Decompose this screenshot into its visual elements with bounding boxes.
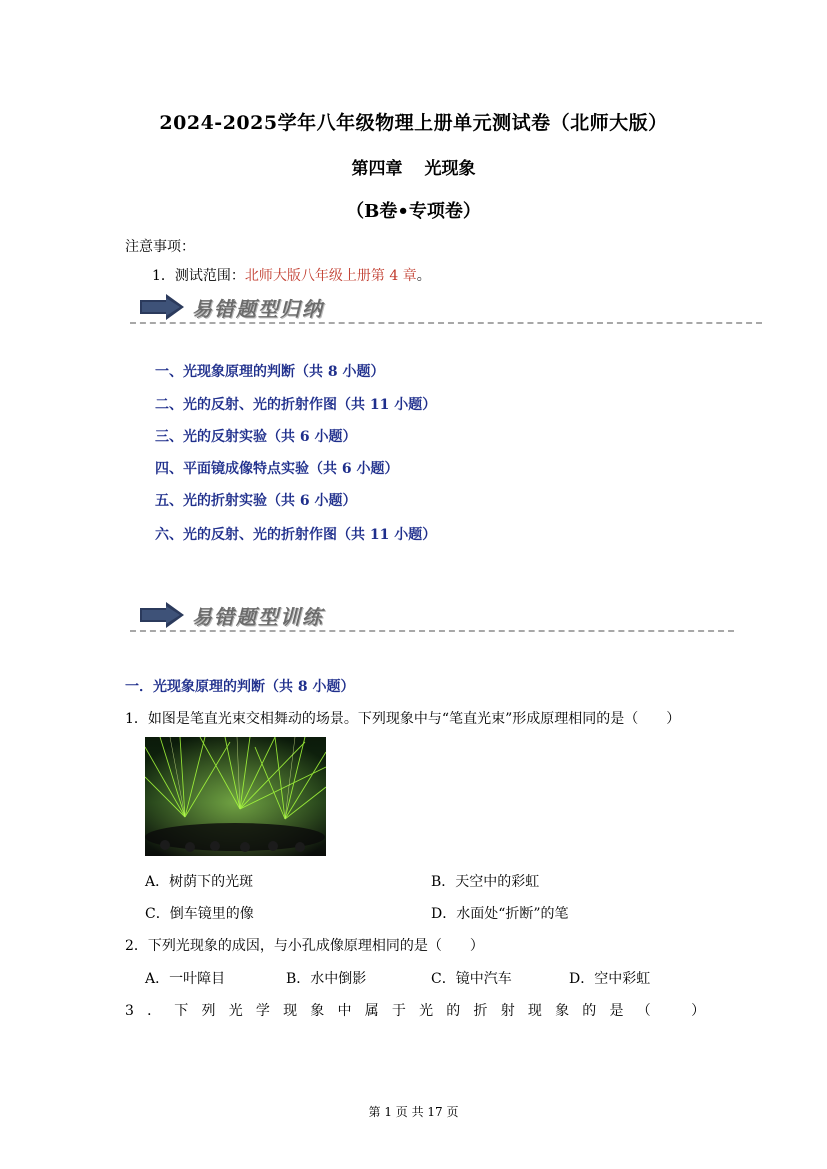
- question-2-stem: 2．下列光现象的成因，与小孔成像原理相同的是（ ）: [125, 938, 484, 954]
- toc-item[interactable]: 六、光的反射、光的折射作图（共 11 小题）: [155, 527, 437, 543]
- toc-item[interactable]: 五、光的折射实验（共 6 小题）: [155, 493, 357, 509]
- question-1-option-a[interactable]: A．树荫下的光斑: [145, 874, 254, 890]
- question-1-option-c[interactable]: C．倒车镜里的像: [145, 906, 254, 922]
- question-2-option-c[interactable]: C．镜中汽车: [431, 971, 512, 987]
- note-item-1: [152, 265, 431, 285]
- page-title: 2024-2025学年八年级物理上册单元测试卷（北师大版）: [159, 112, 668, 134]
- banner-divider: [130, 630, 734, 632]
- banner-summary: [130, 292, 762, 332]
- arrow-right-icon: [140, 294, 184, 320]
- question-2-option-d[interactable]: D．空中彩虹: [569, 971, 651, 987]
- laser-show-image: [145, 737, 326, 856]
- banner-training: [130, 600, 734, 640]
- question-2-option-a[interactable]: A．一叶障目: [145, 971, 226, 987]
- arrow-right-icon: [140, 602, 184, 628]
- toc-item[interactable]: 四、平面镜成像特点实验（共 6 小题）: [155, 461, 399, 477]
- question-2-option-b[interactable]: B．水中倒影: [286, 971, 367, 987]
- note-item-1-scope: 北师大版八年级上册第 4 章: [244, 268, 417, 284]
- question-1-option-d[interactable]: D．水面处“折断”的笔: [431, 906, 569, 922]
- toc-item[interactable]: 三、光的反射实验（共 6 小题）: [155, 429, 357, 445]
- toc-item[interactable]: 二、光的反射、光的折射作图（共 11 小题）: [155, 397, 437, 413]
- banner-divider: [130, 322, 762, 324]
- chapter-name: 光现象: [424, 159, 476, 179]
- chapter-heading: [0, 154, 827, 179]
- question-1-option-b[interactable]: B．天空中的彩虹: [431, 874, 540, 890]
- banner-training-text: 易错题型训练: [192, 605, 324, 629]
- note-item-1-suffix: 。: [416, 268, 431, 284]
- question-1-stem: 1．如图是笔直光束交相舞动的场景。下列现象中与“笔直光束”形成原理相同的是（ ）: [125, 711, 681, 727]
- page-footer: 第 1 页 共 17 页: [368, 1105, 459, 1119]
- section-heading: 一．光现象原理的判断（共 8 小题）: [125, 679, 355, 695]
- question-3-stem: 3．下列光学现象中属于光的折射现象的是（ ）: [125, 1003, 719, 1019]
- banner-summary-text: 易错题型归纳: [192, 297, 324, 321]
- toc-item[interactable]: 一、光现象原理的判断（共 8 小题）: [155, 364, 385, 380]
- chapter-number: 第四章: [351, 159, 403, 179]
- notes-label: 注意事项：: [125, 239, 195, 255]
- note-item-1-prefix: 1．测试范围：: [152, 268, 245, 284]
- volume-label: （B卷•专项卷）: [346, 201, 481, 222]
